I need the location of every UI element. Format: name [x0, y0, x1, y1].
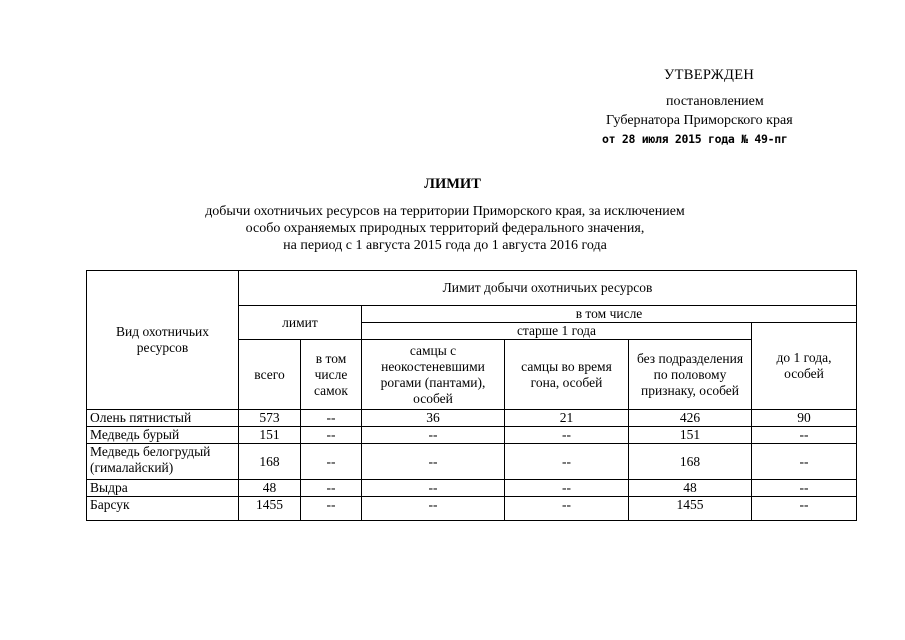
cell-males-rut: --: [505, 444, 629, 480]
subtitle-line-3: на период с 1 августа 2015 года до 1 августа 2016 года: [283, 238, 607, 253]
cell-males-antlers: --: [362, 480, 505, 497]
cell-total: 573: [239, 410, 301, 427]
header-species: Вид охотничьих ресурсов: [87, 271, 239, 410]
header-total: всего: [239, 340, 301, 410]
header-older-1y: старше 1 года: [362, 323, 752, 340]
cell-males-antlers: --: [362, 427, 505, 444]
cell-males-rut: --: [505, 427, 629, 444]
header-limit: лимит: [239, 306, 362, 340]
table-row: [87, 427, 857, 444]
cell-females: --: [301, 444, 362, 480]
approval-block: [596, 66, 826, 149]
table-row: [87, 444, 857, 480]
cell-under-1y: --: [752, 497, 857, 521]
approval-heading: УТВЕРЖДЕН: [664, 67, 755, 83]
approval-line-2: Губернатора Приморского края: [606, 113, 793, 128]
cell-males-antlers: 36: [362, 410, 505, 427]
table-row: [87, 410, 857, 427]
row-species: Выдра: [87, 480, 239, 497]
row-species: Медведь бурый: [87, 427, 239, 444]
header-limit-group: Лимит добычи охотничьих ресурсов: [239, 271, 857, 306]
table-row: [87, 480, 857, 497]
document-title: ЛИМИТ: [424, 176, 481, 192]
cell-males-antlers: --: [362, 444, 505, 480]
cell-females: --: [301, 410, 362, 427]
cell-total: 1455: [239, 497, 301, 521]
cell-no-sex: 168: [629, 444, 752, 480]
cell-under-1y: --: [752, 444, 857, 480]
cell-total: 168: [239, 444, 301, 480]
approval-date-stamp: от 28 июля 2015 года № 49-пг: [602, 132, 788, 146]
cell-females: --: [301, 497, 362, 521]
limits-table: [86, 270, 857, 521]
table-row: [87, 497, 857, 521]
cell-males-rut: --: [505, 480, 629, 497]
cell-no-sex: 426: [629, 410, 752, 427]
cell-under-1y: --: [752, 480, 857, 497]
cell-males-antlers: --: [362, 497, 505, 521]
header-males-antlers: самцы с неокостеневшими рогами (пантами), особей: [362, 340, 505, 410]
header-no-sex: без подразделения по половому признаку, особей: [629, 340, 752, 410]
cell-females: --: [301, 427, 362, 444]
row-species: Олень пятнистый: [87, 410, 239, 427]
row-species: Медведь белогрудый (гималайский): [87, 444, 239, 480]
cell-total: 151: [239, 427, 301, 444]
row-species: Барсук: [87, 497, 239, 521]
cell-under-1y: 90: [752, 410, 857, 427]
header-males-rut: самцы во время гона, особей: [505, 340, 629, 410]
cell-total: 48: [239, 480, 301, 497]
header-under-1y: до 1 года, особей: [752, 323, 857, 410]
cell-males-rut: --: [505, 497, 629, 521]
cell-under-1y: --: [752, 427, 857, 444]
document-subtitle: [150, 203, 740, 254]
subtitle-line-2: особо охраняемых природных территорий федерального значения,: [245, 221, 645, 236]
header-females: в том числе самок: [301, 340, 362, 410]
cell-no-sex: 1455: [629, 497, 752, 521]
cell-females: --: [301, 480, 362, 497]
approval-line-1: постановлением: [666, 94, 764, 109]
cell-no-sex: 151: [629, 427, 752, 444]
header-including: в том числе: [362, 306, 857, 323]
cell-males-rut: 21: [505, 410, 629, 427]
subtitle-line-1: добычи охотничьих ресурсов на территории Приморского края, за исключением: [205, 204, 685, 219]
cell-no-sex: 48: [629, 480, 752, 497]
